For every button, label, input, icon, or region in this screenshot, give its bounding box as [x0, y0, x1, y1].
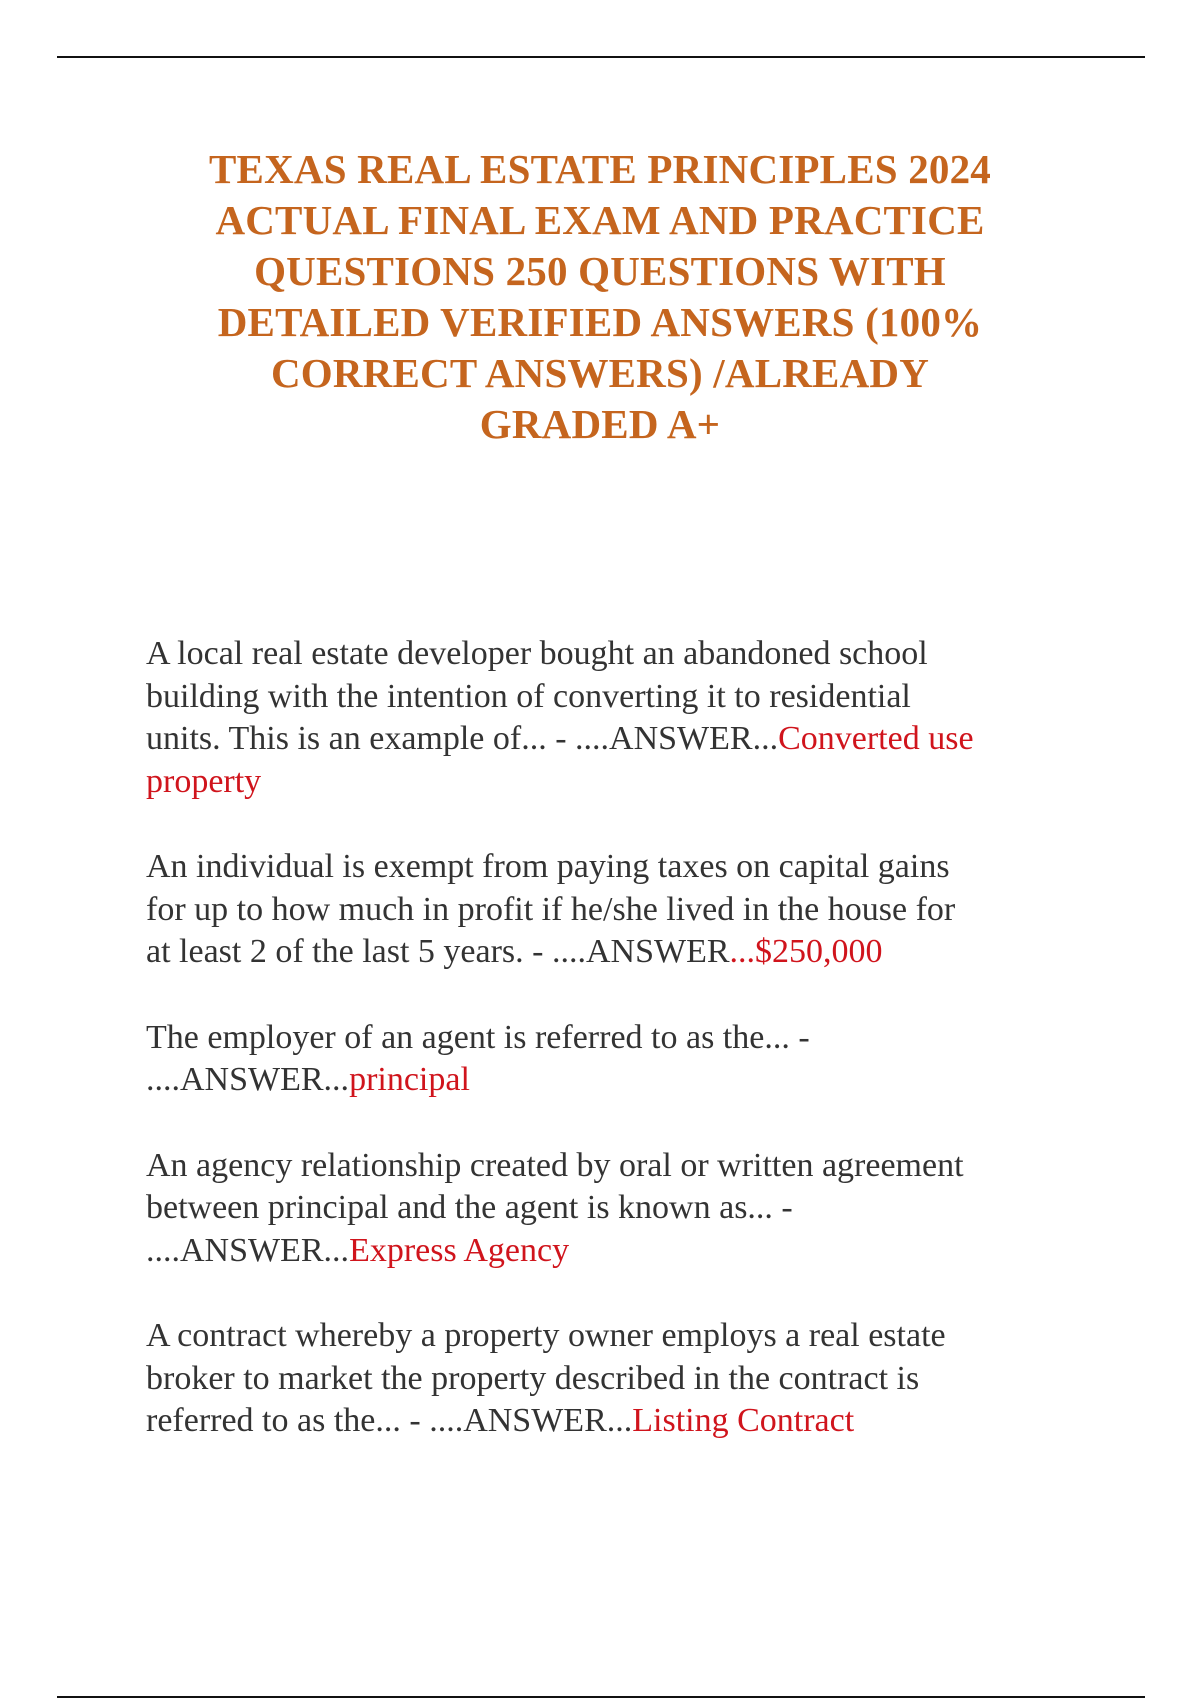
question-line: [146, 1400, 1066, 1443]
question-text: between principal and the agent is known as... -: [146, 1189, 793, 1226]
title-line: QUESTIONS 250 QUESTIONS WITH: [254, 248, 946, 294]
question-item: [146, 846, 1066, 974]
answer-text: principal: [349, 1061, 470, 1098]
answer-text: Converted use: [778, 720, 974, 757]
question-text: The employer of an agent is referred to as the... -: [146, 1018, 810, 1056]
question-text: An agency relationship created by oral or written agreement: [146, 1146, 964, 1184]
question-text: ....ANSWER...: [146, 1061, 350, 1098]
question-text: for up to how much in profit if he/she lived in the house for: [146, 890, 956, 928]
title-line: ACTUAL FINAL EXAM AND PRACTICE: [215, 197, 985, 243]
bottom-rule: [57, 1696, 1145, 1698]
question-text: A contract whereby a property owner employs a real estate: [146, 1317, 946, 1354]
question-list: [146, 633, 1066, 1486]
document-title: [140, 144, 1060, 450]
question-text: An individual is exempt from paying taxes on capital gains: [146, 848, 950, 885]
question-item: [146, 1315, 1066, 1443]
title-line: TEXAS REAL ESTATE PRINCIPLES 2024: [209, 146, 991, 192]
answer-text: ...$250,000: [729, 933, 883, 970]
question-item: [146, 1017, 1066, 1102]
question-item: [146, 633, 1066, 803]
question-line: [146, 931, 1066, 974]
answer-text: Express Agency: [349, 1231, 570, 1269]
question-text: units. This is an example of... - ....ANSWER...: [146, 720, 779, 757]
answer-text: Listing Contract: [632, 1402, 855, 1439]
question-text: at least 2 of the last 5 years. - ....ANSWER: [146, 933, 730, 970]
answer-text: property: [146, 762, 262, 800]
question-line: [146, 718, 1066, 761]
question-text: building with the intention of converting it to residential: [146, 677, 911, 715]
title-line: GRADED A+: [479, 401, 721, 447]
question-text: referred to as the... - ....ANSWER...: [146, 1402, 633, 1439]
top-rule: [57, 56, 1145, 58]
title-line: CORRECT ANSWERS) /ALREADY: [270, 350, 930, 396]
question-text: A local real estate developer bought an abandoned school: [146, 635, 928, 672]
question-line: [146, 1230, 1066, 1273]
question-text: broker to market the property described in the contract is: [146, 1359, 920, 1397]
question-line: [146, 1059, 1066, 1102]
title-line: DETAILED VERIFIED ANSWERS (100%: [217, 299, 983, 345]
question-item: [146, 1145, 1066, 1273]
question-text: ....ANSWER...: [146, 1231, 350, 1269]
